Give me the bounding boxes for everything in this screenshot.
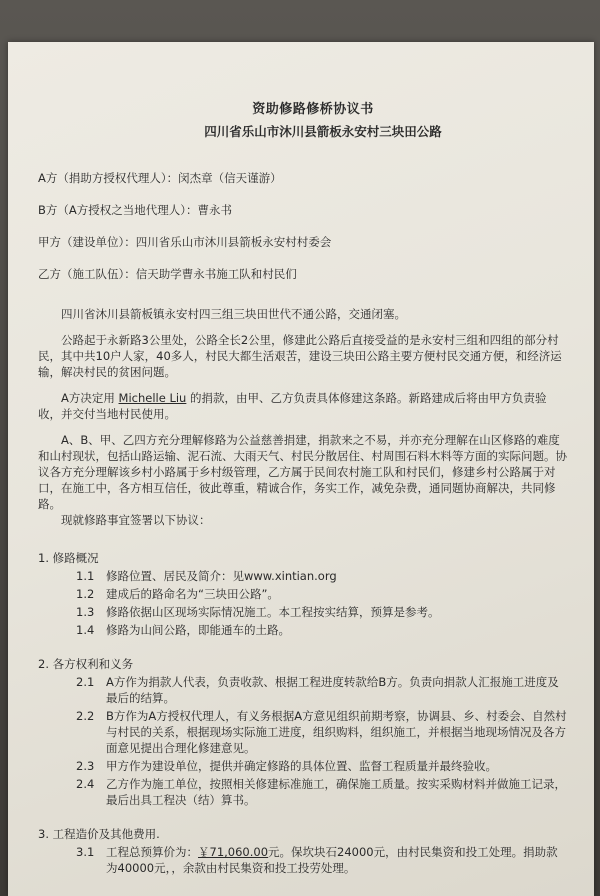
agreement-intro: 现就修路事宜签署以下协议：	[61, 513, 211, 527]
budget-amount: ￥71,060.00	[198, 845, 269, 859]
item-1-3	[76, 604, 568, 620]
intro-paragraph: 四川省沐川县箭板镇永安村四三组三块田世代不通公路，交通闭塞。	[61, 307, 406, 321]
document-title: 资助修路修桥协议书	[252, 102, 374, 117]
party-a: A方（捐助方授权代理人）：闵杰章（信天谨游）	[38, 171, 282, 185]
item-text: 修路为山间公路，即能通车的土路。	[106, 623, 290, 637]
item-text: 建成后的路命名为“三块田公路”。	[106, 587, 279, 601]
item-2-1	[76, 674, 568, 706]
donation-paragraph	[38, 390, 568, 422]
item-text: B方作为A方授权代理人，有义务根据A方意见组织前期考察，协调县、乡、村委会、自然村与村民的关系，根据现场实际施工进度，组织购料，组织施工，并根据当地现场情况及各方面意见提出合理化修建意见。	[106, 709, 567, 755]
item-text: 甲方作为建设单位，提供并确定修路的具体位置、监督工程质量并最终验收。	[106, 759, 497, 773]
item-2-4	[76, 776, 568, 808]
item-number: 2.2	[76, 709, 95, 723]
section-1	[38, 550, 568, 638]
road-description-paragraph: 公路起于永新路3公里处，公路全长2公里，修建此公路后直接受益的是永安村三组和四组的部分村民，其中共10户人家，40多人，村民大都生活艰苦，建设三块田公路主要方便村民交通方便，和经济运输，解决村民的贫困问题。	[38, 333, 562, 379]
item-number: 3.1	[76, 845, 95, 859]
understanding-paragraph: A、B、甲、乙四方充分理解修路为公益慈善捐建，捐款来之不易，并亦充分理解在山区修路的难度和山村现状，包括山路运输、泥石流、大雨天气、村民分散居住、村周围石料木料等方面的实际问题。协议各方充分理解该乡村小路属于乡村级管理，乙方属于民间农村施工队和村民们，修建乡村公路属于对口，在施工中，各方相互信任，彼此尊重，精诚合作，务实工作，减免杂费，通同题协商解决，共同修路。	[38, 433, 567, 511]
donor-name: Michelle Liu	[118, 391, 187, 405]
document-page	[8, 42, 594, 896]
section-2	[38, 656, 568, 808]
section-1-title: 1. 修路概况	[38, 551, 99, 565]
section-3-title: 3. 工程造价及其他费用.	[38, 827, 160, 841]
item-text: 乙方作为施工单位，按照相关修建标准施工，确保施工质量。按实采购材料并做施工记录，最后出具工程决（结）算书。	[106, 777, 566, 807]
party-b: B方（A方授权之当地代理人）：曹永书	[38, 203, 233, 217]
section-3	[38, 826, 568, 876]
item-number: 1.1	[76, 569, 95, 583]
item-1-1	[76, 568, 568, 584]
item-number: 1.3	[76, 605, 95, 619]
document-subtitle: 四川省乐山市沐川县箭板永安村三块田公路	[204, 124, 442, 139]
item-number: 1.4	[76, 623, 95, 637]
item-2-2	[76, 708, 568, 756]
item-text: 修路依据山区现场实际情况施工。本工程按实结算，预算是参考。	[106, 605, 440, 619]
party-jia: 甲方（建设单位）：四川省乐山市沐川县箭板永安村村委会	[38, 235, 332, 249]
donation-text-post: 的捐款，由甲、乙方负责具体修建这条路。新路建成后将由甲方负责验收，并交付当地村民使用。	[38, 391, 547, 421]
section-2-title: 2. 各方权利和义务	[38, 657, 134, 671]
item-text-post: 元。保坎块石24000元，由村民集资和投工处理。捐助款为40000元，，余款由村民集资和投工投劳处理。	[106, 845, 558, 875]
item-3-1	[76, 844, 568, 876]
item-number: 1.2	[76, 587, 95, 601]
item-number: 2.4	[76, 777, 95, 791]
item-text: 修路位置、居民及简介：见www.xintian.org	[106, 569, 337, 583]
item-number: 2.3	[76, 759, 95, 773]
donation-text-pre: A方决定用	[61, 391, 115, 405]
item-text-pre: 工程总预算价为：	[106, 845, 198, 859]
item-1-2	[76, 586, 568, 602]
item-number: 2.1	[76, 675, 95, 689]
document-body	[38, 102, 568, 876]
item-text: A方作为捐款人代表，负责收款、根据工程进度转款给B方。负责向捐款人汇报施工进度及最后的结算。	[106, 675, 559, 705]
item-1-4	[76, 622, 568, 638]
party-yi: 乙方（施工队伍）：信天助学曹永书施工队和村民们	[38, 267, 297, 281]
item-2-3	[76, 758, 568, 774]
